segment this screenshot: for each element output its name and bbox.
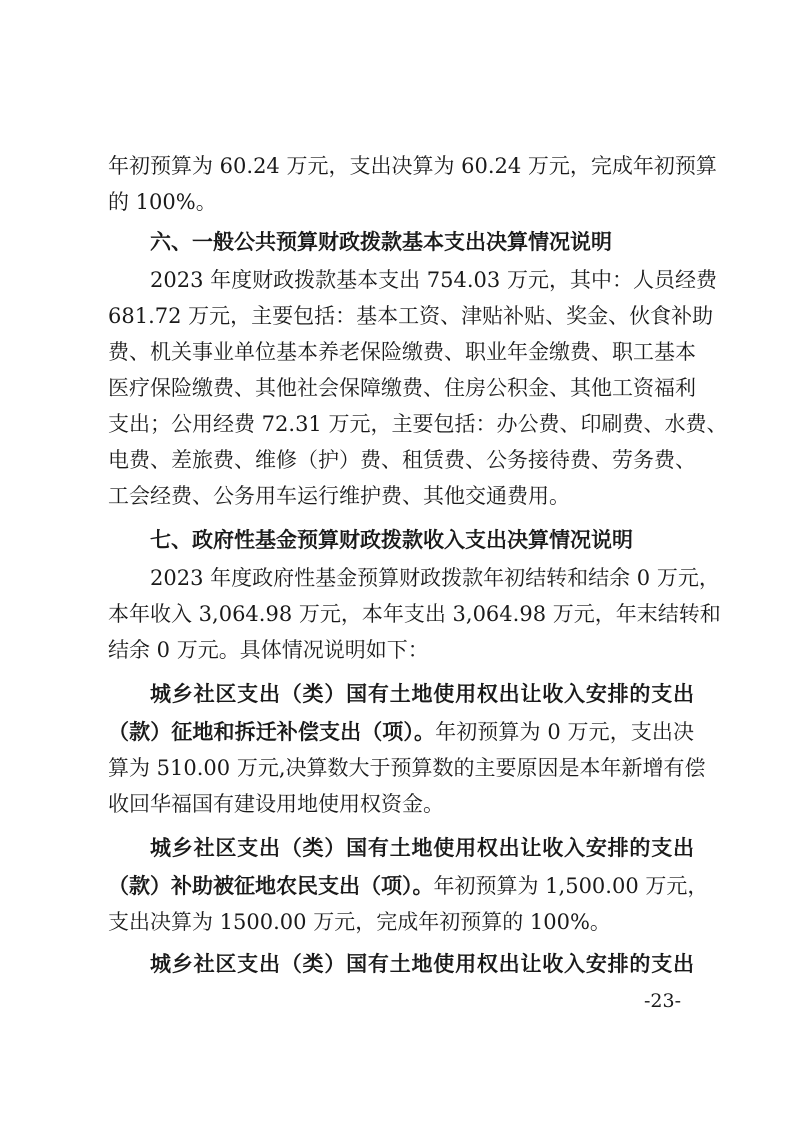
body-text-line: 医疗保险缴费、其他社会保障缴费、住房公积金、其他工资福利: [108, 376, 696, 400]
item-title-line: 城乡社区支出（类）国有土地使用权出让收入安排的支出: [150, 681, 694, 706]
item-title-line: 城乡社区支出（类）国有土地使用权出让收入安排的支出: [150, 951, 694, 976]
body-text-line: [108, 868, 709, 904]
body-text-line: 电费、差旅费、维修（护）费、租赁费、公务接待费、劳务费、: [108, 448, 696, 472]
body-text-line: 681.72 万元，主要包括：基本工资、津贴补贴、奖金、伙食补助: [108, 304, 714, 328]
body-text-line: 2023 年度政府性基金预算财政拨款年初结转和结余 0 万元，: [150, 566, 720, 590]
body-text-line: 收回华福国有建设用地使用权资金。: [108, 792, 444, 816]
body-text-line: 工会经费、公务用车运行维护费、其他交通费用。: [108, 484, 570, 508]
body-text-line: 的 100%。: [108, 190, 217, 214]
body-text-fragment: 年初预算为 0 万元，支出决: [435, 720, 694, 744]
body-text-line: [108, 714, 694, 750]
section-heading-6: 六、一般公共预算财政拨款基本支出决算情况说明: [150, 230, 612, 254]
item-title-line: （款）征地和拆迁补偿支出（项）。: [108, 719, 436, 744]
body-text-line: 结余 0 万元。具体情况说明如下：: [108, 638, 429, 662]
body-text-line: 年初预算为 60.24 万元，支出决算为 60.24 万元，完成年初预算: [108, 154, 717, 178]
body-text-line: 本年收入 3,064.98 万元，本年支出 3,064.98 万元，年末结转和: [108, 602, 721, 626]
section-heading-7: 七、政府性基金预算财政拨款收入支出决算情况说明: [150, 528, 633, 552]
body-text-line: 2023 年度财政拨款基本支出 754.03 万元，其中：人员经费: [150, 268, 717, 292]
item-title-line: 城乡社区支出（类）国有土地使用权出让收入安排的支出: [150, 835, 694, 860]
page-number: -23-: [644, 990, 682, 1012]
body-text-line: 费、机关事业单位基本养老保险缴费、职业年金缴费、职工基本: [108, 340, 696, 364]
body-text-line: 支出决算为 1500.00 万元，完成年初预算的 100%。: [108, 910, 611, 934]
body-text-fragment: 年初预算为 1,500.00 万元，: [433, 874, 709, 898]
body-text-line: 支出；公用经费 72.31 万元，主要包括：办公费、印刷费、水费、: [108, 412, 728, 436]
body-text-line: 算为 510.00 万元,决算数大于预算数的主要原因是本年新增有偿: [108, 756, 706, 780]
item-title-line: （款）补助被征地农民支出（项）。: [108, 873, 434, 898]
